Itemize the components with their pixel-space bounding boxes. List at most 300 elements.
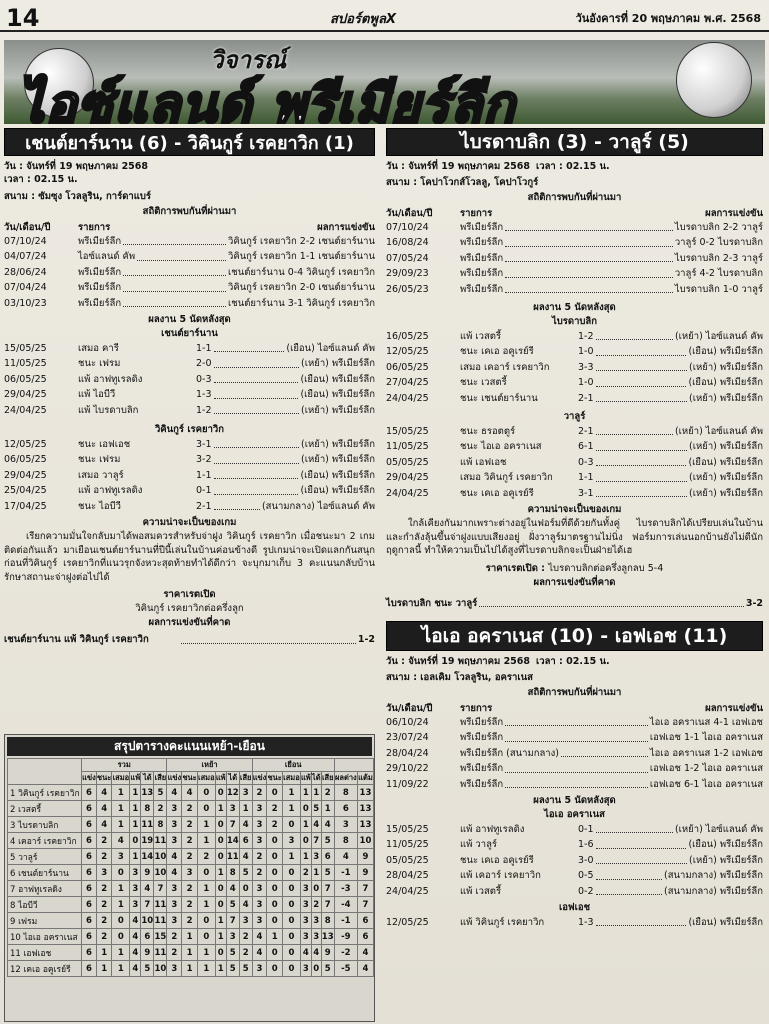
match1-title: เชนต์ยาร์นาน (6) - วิคินกูร์ เรคยาวิก (1) (4, 128, 375, 156)
stat-cell: 0 (267, 865, 283, 881)
stat-cell: 10 (154, 961, 167, 977)
form-row (4, 403, 375, 418)
stat-cell: 3 (311, 849, 321, 865)
stat-cell: 0 (300, 801, 311, 817)
standings-row (8, 897, 374, 913)
stat-cell: 10 (154, 865, 167, 881)
h2h-competition: พรีเมียร์ลีก (78, 236, 122, 247)
h2h-competition: พรีเมียร์ลีก (78, 282, 122, 294)
form-opponent: ชนะ เคเอ อคูเรย์รี (460, 487, 534, 499)
stat-cell: 7 (311, 833, 321, 849)
h2h-date: 28/06/24 (4, 266, 47, 278)
stat-cell: 2 (321, 785, 334, 801)
stat-cell: 2 (239, 929, 252, 945)
standings-row (8, 945, 374, 961)
stat-cell: 1 (112, 897, 130, 913)
stat-cell: 2 (96, 897, 112, 913)
h2h-date: 07/05/24 (386, 252, 429, 264)
banner-title: ไอซ์แลนด์ พรีเมียร์ลีก (18, 75, 516, 124)
form-row (386, 470, 763, 485)
match1-odds: วิคินกูร์ เรคยาวิกต่อครึ่งลูก (135, 603, 244, 615)
stat-cell: 12 (226, 785, 239, 801)
stat-cell: 9 (321, 945, 334, 961)
stat-cell: 1 (182, 945, 198, 961)
stat-cell: 6 (82, 897, 97, 913)
form-date: 24/04/25 (386, 487, 429, 499)
h2h-row (4, 296, 375, 311)
stat-cell: 2 (182, 833, 198, 849)
stat-cell: 3 (239, 913, 252, 929)
h2h-date: 11/09/22 (386, 778, 429, 790)
form-venue: (เหย้า) พรีเมียร์ลีก (689, 361, 763, 373)
stat-cell: 2 (154, 801, 167, 817)
stat-cell: 0 (215, 849, 226, 865)
form-date: 24/04/25 (386, 392, 429, 404)
sub-header: ชนะ (96, 772, 112, 785)
match1-pred-score: 1-2 (357, 634, 376, 646)
h2h-row (386, 715, 763, 730)
h2h-result: เอฟเอช 1-1 ไอเอ อคราเนส (649, 732, 763, 744)
stat-cell: -1 (334, 913, 357, 929)
form-opponent: แพ้ เอฟเอช (460, 456, 507, 468)
sub-header: แข่ง (82, 772, 97, 785)
match1-pred-title: ผลการแข่งขันที่คาด (148, 617, 231, 629)
dot-leader (596, 822, 673, 833)
stat-cell: 1 (112, 881, 130, 897)
sub-header: เสมอ (282, 772, 300, 785)
match2-datetime (386, 160, 763, 173)
form-venue: (เหย้า) พรีเมียร์ลีก (689, 472, 763, 484)
stat-cell: 0 (112, 913, 130, 929)
extra-sub-header: ผลต่าง (334, 772, 357, 785)
dot-leader (505, 235, 673, 246)
stat-cell: 3 (300, 929, 311, 945)
match2-h2h-list (386, 220, 763, 297)
form-row (386, 915, 763, 930)
form-row (4, 437, 375, 452)
h2h-result: วิคินกูร์ เรคยาวิก 2-0 เชนต์ยาร์นาน (228, 282, 375, 294)
stat-cell: 3 (300, 897, 311, 913)
form-venue: (เหย้า) พรีเมียร์ลีก (301, 404, 375, 416)
h2h-result: ไบรดาบลิก 2-3 วาลูร์ (674, 252, 763, 264)
stat-cell: 7 (154, 881, 167, 897)
stat-cell: 3 (182, 865, 198, 881)
form-date: 12/05/25 (386, 346, 429, 358)
stat-cell: 2 (300, 865, 311, 881)
form-score: 1-6 (578, 839, 594, 851)
stat-cell: 2 (182, 897, 198, 913)
form-venue: (เหย้า) พรีเมียร์ลีก (689, 392, 763, 404)
stat-cell: 2 (252, 865, 267, 881)
dot-leader (596, 344, 687, 355)
form-score: 2-1 (196, 500, 212, 512)
stat-cell: 0 (282, 913, 300, 929)
stat-cell: 8 (321, 913, 334, 929)
stat-cell: -1 (334, 865, 357, 881)
h2h-date: 26/05/23 (386, 283, 429, 295)
sub-header: ได้ (226, 772, 239, 785)
form-row (386, 329, 763, 344)
stat-cell: 0 (311, 881, 321, 897)
form-row (4, 372, 375, 387)
form-row (386, 486, 763, 501)
team-name: 9 เฟรม (8, 913, 82, 929)
form-opponent: แพ้ เวสตรี้ (460, 885, 502, 897)
stat-cell: 2 (311, 897, 321, 913)
stat-cell: 0 (197, 929, 215, 945)
stat-cell: 1 (282, 801, 300, 817)
stat-cell: 0 (282, 817, 300, 833)
stat-cell: 14 (141, 849, 154, 865)
h2h-competition: พรีเมียร์ลีก (460, 732, 504, 744)
h2h-result: วาลูร์ 4-2 ไบรดาบลิก (674, 268, 763, 280)
sub-header: แพ้ (130, 772, 141, 785)
stat-cell: 3 (167, 897, 182, 913)
stat-cell: 0 (267, 881, 283, 897)
h2h-date: 03/10/23 (4, 297, 47, 309)
stat-cell: 3 (239, 785, 252, 801)
stat-cell: 6 (82, 817, 97, 833)
stat-cell: 15 (154, 929, 167, 945)
match1-h2h-header (4, 221, 375, 234)
form-opponent: เสมอ คารี (78, 343, 119, 355)
match2-pred-title: ผลการแข่งขันที่คาด (533, 576, 616, 588)
sub-header: ได้ (141, 772, 154, 785)
stat-cell: 3 (96, 865, 112, 881)
form-date: 28/04/25 (386, 870, 429, 882)
form-venue: (เยือน) พรีเมียร์ลีก (300, 469, 375, 481)
stat-cell: 4 (130, 961, 141, 977)
form-date: 11/05/25 (386, 839, 429, 851)
match3-venue: สนาม : เอลเคิม โวลลูริน, อคราเนส (386, 672, 533, 683)
stat-cell: 8 (334, 785, 357, 801)
h2h-row (386, 251, 763, 266)
stat-cell: -9 (334, 929, 357, 945)
stat-cell: 1 (197, 817, 215, 833)
match3-h2h-title: สถิติการพบกันที่ผ่านมา (527, 687, 622, 698)
stat-cell: 6 (82, 881, 97, 897)
stat-cell: 7 (226, 817, 239, 833)
stat-cell: 11 (154, 897, 167, 913)
stat-cell: 0 (215, 945, 226, 961)
group-header: เยือน (252, 759, 334, 772)
stat-cell: 6 (334, 801, 357, 817)
stat-cell: 0 (267, 945, 283, 961)
form-opponent: ชนะ เวสตรี้ (460, 377, 507, 389)
h2h-row (4, 265, 375, 280)
h2h-competition: พรีเมียร์ลีก (สนามกลาง) (460, 747, 559, 759)
stat-cell: 14 (226, 833, 239, 849)
stat-cell: 0 (215, 785, 226, 801)
h2h-result: เชนต์ยาร์นาน 0-4 วิคินกูร์ เรคยาวิก (228, 266, 375, 278)
form-opponent: ชนะ ไอบีวี (78, 500, 121, 512)
stat-cell: 1 (215, 801, 226, 817)
sub-header: เสีย (154, 772, 167, 785)
form-venue: (เยือน) พรีเมียร์ลีก (300, 389, 375, 401)
standings-row (8, 929, 374, 945)
stat-cell: 10 (141, 913, 154, 929)
stat-cell: 3 (167, 817, 182, 833)
form-venue: (เหย้า) พรีเมียร์ลีก (689, 854, 763, 866)
stat-cell: 13 (357, 785, 373, 801)
form-venue: (เยือน) พรีเมียร์ลีก (300, 485, 375, 497)
stat-cell: 0 (130, 833, 141, 849)
stat-cell: 3 (130, 897, 141, 913)
stat-cell: 2 (167, 929, 182, 945)
stat-cell: 1 (215, 913, 226, 929)
stat-cell: 9 (141, 865, 154, 881)
stat-cell: 4 (96, 817, 112, 833)
match2-date: วัน : จันทร์ที่ 19 พฤษภาคม 2568 (386, 161, 531, 172)
form-score: 0-1 (196, 485, 212, 497)
stat-cell: 0 (267, 897, 283, 913)
stat-cell: 5 (141, 961, 154, 977)
stat-cell: 5 (321, 833, 334, 849)
stat-cell: 3 (300, 881, 311, 897)
match2-team-b: วาลูร์ (563, 411, 586, 423)
stat-cell: 2 (182, 913, 198, 929)
stat-cell: 7 (226, 913, 239, 929)
dot-leader (596, 837, 687, 848)
stat-cell: 8 (226, 865, 239, 881)
form-venue: (เยือน) พรีเมียร์ลีก (688, 377, 763, 389)
stat-cell: 0 (267, 961, 283, 977)
form-row (386, 360, 763, 375)
stat-cell: 4 (141, 881, 154, 897)
stat-cell: 1 (197, 881, 215, 897)
stat-cell: 0 (282, 881, 300, 897)
form-venue: (เหย้า) ไอซ์แลนด์ คัพ (674, 331, 763, 343)
form-venue: (เยือน) พรีเมียร์ลีก (300, 373, 375, 385)
stat-cell: 2 (182, 881, 198, 897)
match2-analysis-title: ความน่าจะเป็นของเกม (527, 504, 622, 516)
stat-cell: 3 (300, 961, 311, 977)
dot-leader (596, 470, 688, 481)
stat-cell: 1 (130, 785, 141, 801)
h2h-row (4, 280, 375, 295)
stat-cell: 0 (215, 881, 226, 897)
stat-cell: 0 (239, 881, 252, 897)
sub-header: ชนะ (182, 772, 198, 785)
stat-cell: 1 (197, 897, 215, 913)
dot-leader (596, 424, 673, 435)
standings-row (8, 881, 374, 897)
stat-cell: 1 (197, 961, 215, 977)
form-venue: (เหย้า) ไอซ์แลนด์ คัพ (674, 824, 763, 836)
stat-cell: 4 (239, 849, 252, 865)
form-row (4, 499, 375, 514)
dot-leader (505, 715, 648, 726)
stat-cell: 3 (252, 801, 267, 817)
stat-cell: 1 (239, 801, 252, 817)
stat-cell: 3 (282, 833, 300, 849)
match3-form-title: ผลงาน 5 นัดหลังสุด (533, 795, 616, 807)
stat-cell: 5 (321, 961, 334, 977)
stat-cell: 3 (130, 865, 141, 881)
h2h-date: 28/04/24 (386, 747, 429, 759)
dot-leader (596, 329, 673, 340)
match2-prediction (386, 596, 763, 611)
h2h-date: 29/09/23 (386, 268, 429, 280)
standings-row (8, 961, 374, 977)
stat-cell: 2 (96, 913, 112, 929)
form-venue: (เยือน) พรีเมียร์ลีก (688, 456, 763, 468)
stat-cell: 13 (357, 801, 373, 817)
form-venue: (เหย้า) พรีเมียร์ลีก (301, 454, 375, 466)
form-date: 12/05/25 (4, 439, 47, 451)
form-date: 11/05/25 (386, 441, 429, 453)
stat-cell: 4 (239, 817, 252, 833)
match3-h2h-list (386, 715, 763, 792)
h2h-row (386, 730, 763, 745)
stat-cell: 4 (112, 833, 130, 849)
stat-cell: 6 (82, 833, 97, 849)
stat-cell: 4 (334, 849, 357, 865)
extra-sub-header: แต้ม (357, 772, 373, 785)
form-row (386, 853, 763, 868)
dot-leader (214, 372, 299, 383)
form-date: 05/05/25 (386, 854, 429, 866)
match1-pred-text: เชนต์ยาร์นาน แพ้ วิคินกูร์ เรคยาวิก (4, 634, 149, 646)
match3-time: เวลา : 02.15 น. (536, 656, 610, 667)
stat-cell: 4 (311, 817, 321, 833)
match1-team-a: เชนต์ยาร์นาน (161, 328, 218, 340)
form-venue: (เหย้า) พรีเมียร์ลีก (301, 358, 375, 370)
stat-cell: 4 (311, 945, 321, 961)
stat-cell: 0 (112, 929, 130, 945)
dot-leader (596, 439, 688, 450)
stat-cell: 2 (96, 881, 112, 897)
stat-cell: 3 (311, 929, 321, 945)
page-header (0, 0, 769, 32)
dot-leader (214, 403, 300, 414)
dot-leader (596, 360, 688, 371)
form-date: 25/04/25 (4, 485, 47, 497)
stat-cell: 1 (112, 817, 130, 833)
stat-cell: 8 (154, 817, 167, 833)
h2h-result: วิคินกูร์ เรคยาวิก 2-2 เชนต์ยาร์นาน (228, 236, 375, 247)
h2h-competition: พรีเมียร์ลีก (78, 266, 122, 278)
stat-cell: 2 (96, 929, 112, 945)
col-result-header: ผลการแข่งขัน (705, 703, 763, 714)
h2h-competition: พรีเมียร์ลีก (460, 717, 504, 728)
stat-cell: 2 (252, 849, 267, 865)
sub-header: แพ้ (300, 772, 311, 785)
h2h-date: 04/07/24 (4, 251, 47, 263)
form-opponent: แพ้ อาฟทูเรลดิง (78, 373, 143, 385)
dot-leader (214, 483, 299, 494)
form-opponent: แพ้ วิคินกูร์ เรคยาวิก (460, 917, 545, 929)
stat-cell: 3 (167, 881, 182, 897)
form-opponent: ชนะ เชนต์ยาร์นาน (460, 392, 538, 404)
stat-cell: 1 (282, 785, 300, 801)
stat-cell: 11 (154, 945, 167, 961)
stat-cell: 3 (252, 913, 267, 929)
form-date: 24/04/25 (386, 885, 429, 897)
stat-cell: 4 (321, 817, 334, 833)
stat-cell: 0 (197, 785, 215, 801)
stat-cell: 3 (226, 801, 239, 817)
dot-leader (505, 220, 673, 231)
stat-cell: 5 (321, 865, 334, 881)
h2h-competition: พรีเมียร์ลีก (460, 222, 504, 233)
stat-cell: 4 (226, 881, 239, 897)
form-row (386, 868, 763, 883)
form-score: 1-1 (578, 472, 594, 484)
team-name: 4 เคอาร์ เรคยาวิก (8, 833, 82, 849)
form-venue: (เยือน) พรีเมียร์ลีก (688, 917, 763, 929)
form-opponent: แพ้ ไบรดาบลิก (78, 404, 139, 416)
match2-form-b (386, 424, 763, 501)
h2h-result: ไอเอ อคราเนส 1-2 เอฟเอช (649, 747, 763, 759)
group-header: เหย้า (167, 759, 252, 772)
h2h-date: 23/07/24 (386, 732, 429, 744)
dot-leader (123, 234, 226, 245)
match2-pred-text: ไบรดาบลิก ชนะ วาลูร์ (386, 597, 478, 609)
form-score: 2-1 (578, 426, 594, 438)
form-row (386, 344, 763, 359)
sub-header: แข่ง (252, 772, 267, 785)
stat-cell: 0 (282, 865, 300, 881)
stat-cell: 0 (300, 833, 311, 849)
stat-cell: 11 (226, 849, 239, 865)
form-opponent: แพ้ เวสตรี้ (460, 331, 502, 343)
h2h-date: 06/10/24 (386, 717, 429, 728)
form-venue: (สนามกลาง) พรีเมียร์ลีก (664, 870, 763, 882)
match3-team-b: เอฟเอช (558, 902, 591, 914)
stat-cell: 3 (334, 817, 357, 833)
stat-cell: 4 (252, 929, 267, 945)
stat-cell: 4 (182, 785, 198, 801)
form-opponent: แพ้ อาฟทูเรลดิง (460, 824, 525, 836)
stat-cell: 4 (167, 785, 182, 801)
section-banner (4, 40, 765, 124)
stat-cell: 4 (167, 849, 182, 865)
stat-cell: 0 (215, 817, 226, 833)
match2-h2h-title: สถิติการพบกันที่ผ่านมา (527, 192, 622, 203)
h2h-competition: พรีเมียร์ลีก (460, 252, 504, 264)
stat-cell: 13 (357, 817, 373, 833)
dot-leader (505, 251, 673, 262)
stat-cell: 2 (267, 801, 283, 817)
stat-cell: 1 (182, 961, 198, 977)
form-date: 05/05/25 (386, 456, 429, 468)
dot-leader (214, 437, 300, 448)
page-number: 14 (6, 4, 40, 32)
form-opponent: ชนะ เอฟเอช (78, 439, 131, 451)
stat-cell: 1 (215, 865, 226, 881)
stat-cell: 1 (112, 945, 130, 961)
match2-odds-label: ราคาเรตเปิด : (485, 562, 545, 574)
match1-odds-title: ราคาเรตเปิด (163, 589, 216, 601)
match3-h2h-header (386, 702, 763, 715)
stat-cell: 1 (112, 961, 130, 977)
stat-cell: 4 (96, 785, 112, 801)
match2-title: ไบรดาบลิก (3) - วาลูร์ (5) (386, 128, 763, 156)
stat-cell: 0 (311, 961, 321, 977)
h2h-result: เชนต์ยาร์นาน 3-1 วิคินกูร์ เรคยาวิก (228, 297, 375, 309)
stat-cell: 4 (96, 801, 112, 817)
stat-cell: 1 (130, 817, 141, 833)
form-score: 0-3 (578, 456, 594, 468)
h2h-row (386, 746, 763, 761)
form-opponent: เสมอ เคอาร์ เรคยาวิก (460, 361, 550, 373)
stat-cell: 1 (267, 929, 283, 945)
dot-leader (505, 777, 648, 788)
form-opponent: ชนะ ไอเอ อคราเนส (460, 441, 542, 453)
football-icon (676, 42, 752, 118)
stat-cell: 3 (226, 929, 239, 945)
